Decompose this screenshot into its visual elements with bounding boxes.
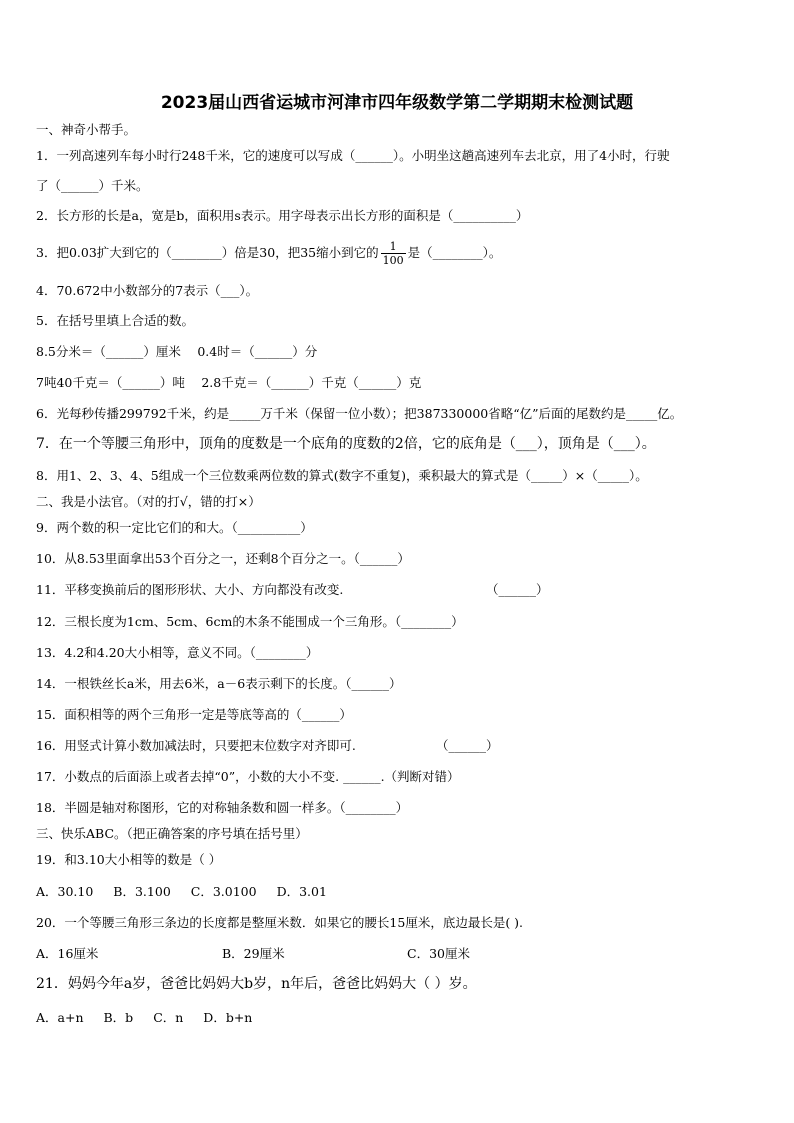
option-a: A．16厘米 [36, 946, 99, 961]
question-2: 2．长方形的长是a，宽是b，面积用s表示。用字母表示出长方形的面积是（__________） [36, 208, 529, 223]
section-heading-3: 三、快乐ABC。（把正确答案的序号填在括号里） [36, 826, 308, 841]
question-16-answer-blank: （______） [436, 738, 499, 753]
section-heading-1: 一、神奇小帮手。 [36, 122, 137, 137]
question-7: 7．在一个等腰三角形中，顶角的度数是一个底角的度数的2倍，它的底角是（___），顶角是（___）。 [36, 436, 656, 452]
question-20: 20．一个等腰三角形三条边的长度都是整厘米数．如果它的腰长15厘米，底边最长是( ). [36, 915, 524, 930]
option-d: D．b+n [203, 1010, 253, 1025]
option-b: B．29厘米 [222, 946, 285, 961]
question-5-row-b: 7吨40千克＝（______）吨 2.8千克＝（______）千克（______）克 [36, 375, 422, 390]
question-3 [36, 233, 766, 273]
question-16-text: 16．用竖式计算小数加减法时，只要把末位数字对齐即可. [36, 738, 356, 753]
page-title: 2023届山西省运城市河津市四年级数学第二学期期末检测试题 [160, 93, 634, 113]
question-11-text: 11．平移变换前后的图形形状、大小、方向都没有改变. [36, 582, 344, 597]
option-b: B．3.100 [113, 884, 171, 899]
fraction-numerator: 1 [381, 240, 406, 254]
question-5: 5．在括号里填上合适的数。 [36, 313, 194, 328]
question-21: 21．妈妈今年a岁，爸爸比妈妈大b岁，n年后，爸爸比妈妈大（ ）岁。 [36, 976, 477, 992]
question-3-prefix: 3．把0.03扩大到它的（________）倍是30，把35缩小到它的 [36, 245, 379, 260]
question-8: 8．用1、2、3、4、5组成一个三位数乘两位数的算式(数字不重复)，乘积最大的算式是（_____）×（_____）。 [36, 468, 648, 483]
question-11 [36, 582, 766, 598]
question-1-line-2: 了（______）千米。 [36, 178, 149, 193]
option-b: B．b [103, 1010, 134, 1025]
option-c: C．n [153, 1010, 184, 1025]
question-11-answer-blank: （______） [486, 582, 549, 597]
question-4: 4．70.672中小数部分的7表示（___）。 [36, 283, 259, 298]
option-d: D．3.01 [276, 884, 327, 899]
question-6: 6．光每秒传播299792千米，约是_____万千米（保留一位小数）；把387330000省略“亿”后面的尾数约是_____亿。 [36, 406, 683, 421]
question-9: 9．两个数的积一定比它们的和大。（__________） [36, 520, 313, 535]
question-16 [36, 738, 766, 754]
option-c: C．3.0100 [190, 884, 257, 899]
question-14: 14．一根铁丝长a米，用去6米，a－6表示剩下的长度。（______） [36, 676, 402, 691]
question-19: 19．和3.10大小相等的数是（ ） [36, 852, 222, 867]
question-19-options [36, 884, 766, 900]
option-a: A．a+n [36, 1010, 84, 1025]
question-17: 17．小数点的后面添上或者去掉“0”，小数的大小不变. ______.（判断对错） [36, 769, 460, 784]
section-heading-2: 二、我是小法官。（对的打√，错的打×） [36, 494, 261, 509]
question-21-options [36, 1010, 766, 1026]
question-5-row-a: 8.5分米＝（______）厘米 0.4时＝（______）分 [36, 344, 318, 359]
question-13: 13．4.2和4.20大小相等，意义不同。（________） [36, 645, 319, 660]
fraction-one-hundredth [381, 240, 406, 267]
question-12: 12．三根长度为1cm、5cm、6cm的木条不能围成一个三角形。（________） [36, 614, 464, 629]
option-c: C．30厘米 [407, 946, 470, 961]
question-3-suffix: 是（________）。 [407, 245, 502, 260]
question-1-line-1: 1．一列高速列车每小时行248千米，它的速度可以写成（______）。小明坐这趟高速列车去北京，用了4小时，行驶 [36, 148, 670, 163]
question-15: 15．面积相等的两个三角形一定是等底等高的（______） [36, 707, 352, 722]
question-10: 10．从8.53里面拿出53个百分之一，还剩8个百分之一。（______） [36, 551, 410, 566]
fraction-denominator: 100 [382, 254, 404, 267]
question-18: 18．半圆是轴对称图形，它的对称轴条数和圆一样多。（________） [36, 800, 409, 815]
option-a: A．30.10 [36, 884, 94, 899]
